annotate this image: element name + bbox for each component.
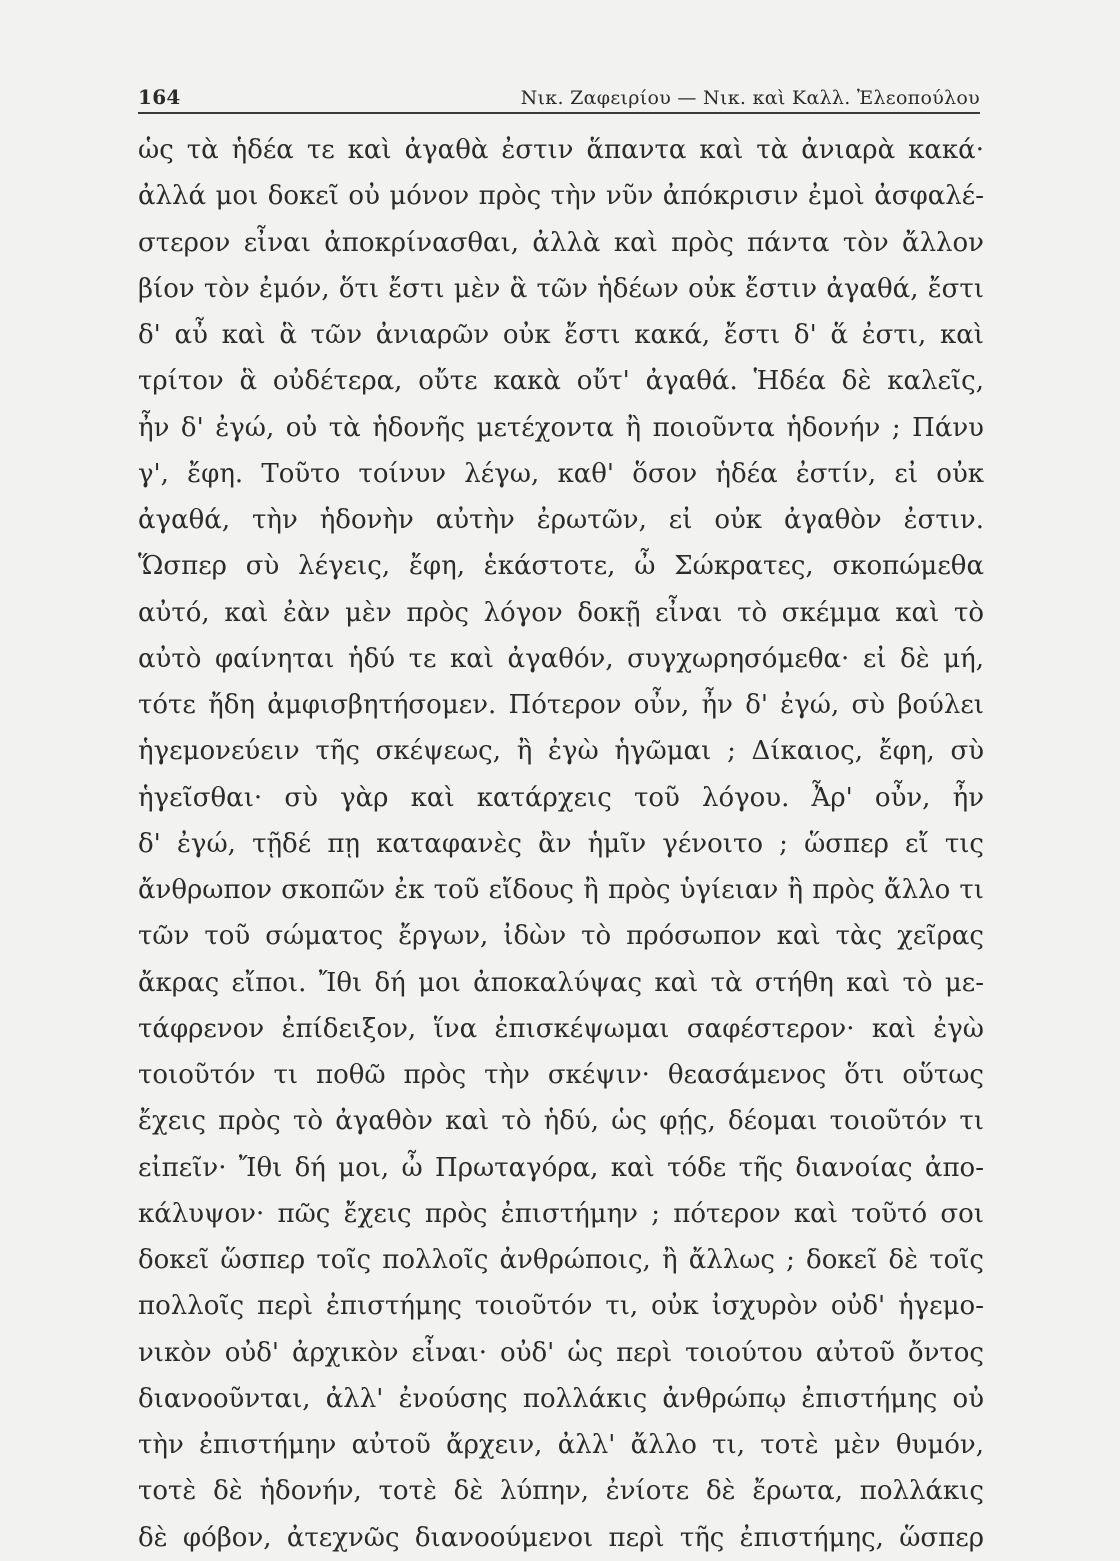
text-line: τὴν ἐπιστήμην αὐτοῦ ἄρχειν, ἀλλ' ἄλλο τι, τοτὲ μὲν θυμόν, — [138, 1430, 984, 1460]
text-line: Ὥσπερ σὺ λέγεις, ἔφη, ἑκάστοτε, ὦ Σώκρατες, σκοπώμεθα — [138, 551, 984, 582]
text-line: ἡγεῖσθαι· σὺ γὰρ καὶ κατάρχεις τοῦ λόγου. Ἆρ' οὖν, ἦν — [138, 782, 984, 813]
running-head — [138, 78, 980, 114]
text-line: στερον εἶναι ἀποκρίνασθαι, ἀλλὰ καὶ πρὸς πάντα τὸν ἄλλον — [138, 227, 984, 258]
text-line: δὲ φόβον, ἀτεχνῶς διανοούμενοι περὶ τῆς ἐπιστήμης, ὥσπερ — [138, 1522, 984, 1553]
text-line: ἔχεις πρὸς τὸ ἀγαθὸν καὶ τὸ ἡδύ, ὡς φῄς, δέομαι τοιοῦτόν τι — [138, 1106, 984, 1137]
text-line: νικὸν οὐδ' ἀρχικὸν εἶναι· οὐδ' ὡς περὶ τοιούτου αὐτοῦ ὄντος — [138, 1337, 984, 1368]
text-line: ὡς τὰ ἡδέα τε καὶ ἀγαθὰ ἐστιν ἅπαντα καὶ τὰ ἀνιαρὰ κακά· — [138, 135, 984, 165]
text-line: τότε ἤδη ἀμφισβητήσομεν. Πότερον οὖν, ἦν δ' ἐγώ, σὺ βούλει — [138, 690, 984, 720]
text-line: ἄκρας εἴποι. Ἴθι δή μοι ἀποκαλύψας καὶ τὰ στήθη καὶ τὸ με- — [138, 967, 984, 998]
text-line: πολλοῖς περὶ ἐπιστήμης τοιοῦτόν τι, οὐκ ἰσχυρὸν οὐδ' ἡγεμο- — [138, 1291, 984, 1322]
text-line: δ' ἐγώ, τῇδέ πῃ καταφανὲς ἂν ἡμῖν γένοιτο ; ὥσπερ εἴ τις — [138, 828, 984, 859]
text-line: τάφρενον ἐπίδειξον, ἵνα ἐπισκέψωμαι σαφέστερον· καὶ ἐγὼ — [138, 1013, 984, 1044]
body-text — [138, 127, 984, 1561]
text-line: ἡγεμονεύειν τῆς σκέψεως, ἢ ἐγὼ ἡγῶμαι ; Δίκαιος, ἔφη, σὺ — [138, 736, 984, 767]
text-line: τοτὲ δὲ ἡδονήν, τοτὲ δὲ λύπην, ἐνίοτε δὲ ἔρωτα, πολλάκις — [138, 1476, 984, 1507]
text-line: τοιοῦτόν τι ποθῶ πρὸς τὴν σκέψιν· θεασάμενος ὅτι οὕτως — [138, 1060, 984, 1090]
text-line: δοκεῖ ὥσπερ τοῖς πολλοῖς ἀνθρώποις, ἢ ἄλλως ; δοκεῖ δὲ τοῖς — [138, 1245, 984, 1275]
text-line: αὐτὸ φαίνηται ἡδύ τε καὶ ἀγαθόν, συγχωρησόμεθα· εἰ δὲ μή, — [138, 643, 984, 674]
text-line: δ' αὖ καὶ ἃ τῶν ἀνιαρῶν οὐκ ἔστι κακά, ἔστι δ' ἅ ἐστι, καὶ — [138, 320, 984, 350]
text-line: κάλυψον· πῶς ἔχεις πρὸς ἐπιστήμην ; πότερον καὶ τοῦτό σοι — [138, 1198, 984, 1229]
page-number: 164 — [138, 85, 181, 109]
text-line: τῶν τοῦ σώματος ἔργων, ἰδὼν τὸ πρόσωπον καὶ τὰς χεῖρας — [138, 921, 984, 952]
text-line: αὐτό, καὶ ἐὰν μὲν πρὸς λόγον δοκῇ εἶναι τὸ σκέμμα καὶ τὸ — [138, 597, 984, 628]
text-line: βίον τὸν ἐμόν, ὅτι ἔστι μὲν ἃ τῶν ἡδέων οὐκ ἔστιν ἀγαθά, ἔστι — [138, 273, 984, 304]
text-line: ἀγαθά, τὴν ἡδονὴν αὐτὴν ἐρωτῶν, εἰ οὐκ ἀγαθὸν ἐστιν. — [138, 505, 984, 535]
text-line: εἰπεῖν· Ἴθι δή μοι, ὦ Πρωταγόρα, καὶ τόδε τῆς διανοίας ἀπο- — [138, 1152, 984, 1183]
text-line: τρίτον ἃ οὐδέτερα, οὔτε κακὰ οὔτ' ἀγαθά. Ἡδέα δὲ καλεῖς, — [138, 366, 984, 397]
text-line: γ', ἔφη. Τοῦτο τοίνυν λέγω, καθ' ὅσον ἡδέα ἐστίν, εἰ οὐκ — [138, 458, 984, 489]
text-line: ἀλλά μοι δοκεῖ οὐ μόνον πρὸς τὴν νῦν ἀπόκρισιν ἐμοὶ ἀσφαλέ- — [138, 181, 984, 212]
text-line: ἄνθρωπον σκοπῶν ἐκ τοῦ εἴδους ἢ πρὸς ὑγίειαν ἢ πρὸς ἄλλο τι — [138, 875, 984, 905]
text-line: ἦν δ' ἐγώ, οὐ τὰ ἡδονῆς μετέχοντα ἢ ποιοῦντα ἡδονήν ; Πάνυ — [138, 412, 984, 443]
text-line: διανοοῦνται, ἀλλ' ἐνούσης πολλάκις ἀνθρώπῳ ἐπιστήμης οὐ — [138, 1383, 984, 1414]
running-title: Νικ. Ζαφειρίου — Νικ. καὶ Καλλ. Ἐλεοπούλου — [520, 87, 980, 109]
